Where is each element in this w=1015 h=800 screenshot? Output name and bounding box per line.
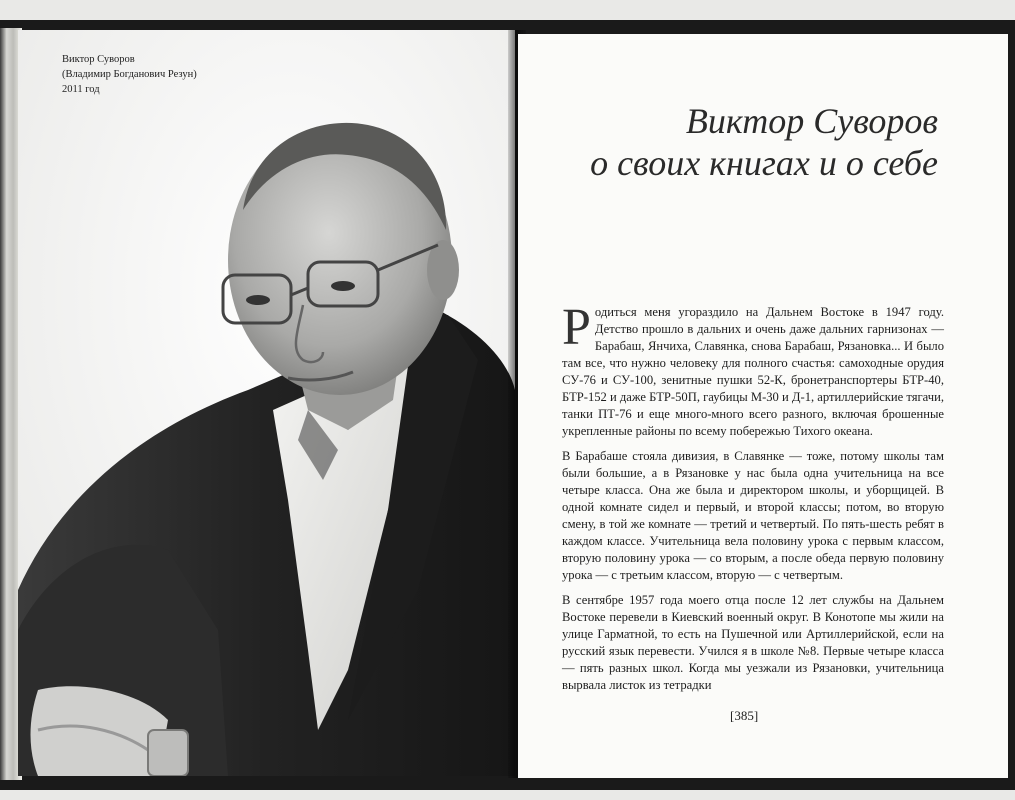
- caption-real-name: (Владимир Богданович Резун): [62, 69, 197, 80]
- paragraph-2: В Барабаше стояла дивизия, в Славянке — тоже, потому школы там были большие, а в Рязановке у нас была одна учительница на все четыре класса. Она же была и директором школы, и уборщицей. В одной комнате сидел и первый, и второй классы; потом, во вторую смену, в той же комнате — третий и четвертый. По пять-шесть ребят в каждом классе. Учительница вела половину урока с первым классом, вторую половину урока — со вторым, а после обеда первую половину урока — с третьим классом, вторую — с четвертым.: [562, 449, 944, 582]
- chapter-title-line1: Виктор Суворов: [685, 101, 938, 141]
- left-page: [18, 30, 515, 776]
- paragraph-1-text: одиться меня угораздило на Дальнем Востоке в 1947 году. Детство прошло в дальних и очень даже дальних гарнизонах — Барабаш, Янчиха, Славянка, снова Барабаш, Рязановка... И было там все, что нужно человеку для полного счастья: самоходные орудия СУ-76 и СУ-100, зенитные пушки 52-К, бронетранспортеры БТР-40, БТР-152 и даже БТР-50П, гаубицы М-30 и Д-1, артиллерийские тягачи, танки ПТ-76 и еще много-много всего разного, включая брошенные укрепленные районы по всему побережью Тихого океана.: [562, 305, 944, 438]
- portrait-photo: [18, 30, 515, 776]
- page-number: [385]: [730, 708, 759, 723]
- body-text: [562, 299, 944, 702]
- caption-name: Виктор Суворов: [62, 54, 135, 65]
- right-page: [518, 34, 1008, 778]
- chapter-title-line2: о своих книгах и о себе: [590, 143, 938, 183]
- drop-cap: Р: [562, 299, 591, 356]
- paragraph-1: [562, 299, 944, 440]
- chapter-title: [590, 100, 938, 184]
- photo-caption: [62, 52, 197, 97]
- paragraph-3: В сентябре 1957 года моего отца после 12 лет службы на Дальнем Востоке перевели в Киевский военный округ. В Конотопе мы жили на улице Гарматной, то есть на Пушечной или Артиллерийской, если на русский язык перевести. Учился я в школе №8. Первые четыре класса — пять разных школ. Когда мы уезжали из Рязановки, учительница вырвала листок из тетрадки: [562, 593, 944, 692]
- caption-year: 2011 год: [62, 84, 100, 95]
